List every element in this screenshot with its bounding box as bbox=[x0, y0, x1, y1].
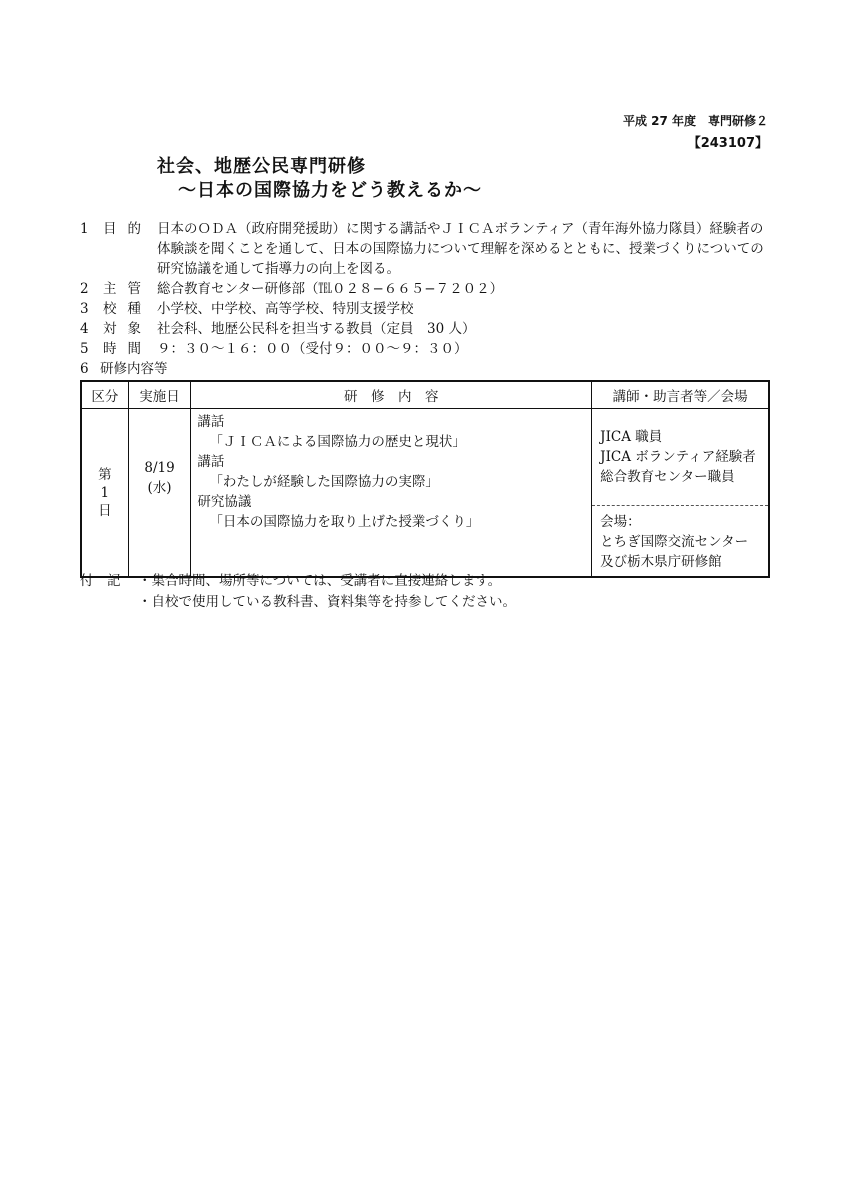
section-number: 3 bbox=[80, 301, 89, 317]
lecturer-item: JICA 職員 bbox=[600, 429, 663, 445]
text-line: 体験談を聞くことを通して、日本の国際協力について理解を深めるとともに、授業づくりについての bbox=[157, 241, 764, 257]
item-type: 研究協議 bbox=[197, 494, 252, 510]
section-text: ９：３０〜１６：００（受付９：００〜９：３０） bbox=[157, 341, 468, 357]
section-label: 目的 bbox=[103, 221, 152, 237]
weekday-value: (水) bbox=[147, 479, 172, 496]
text-line: 日本のＯＤＡ（政府開発援助）に関する講話やＪＩＣＡボランティア（青年海外協力隊員）経験者の bbox=[157, 221, 764, 237]
item-title: 「ＪＩＣＡによる国際協力の歴史と現状」 bbox=[209, 434, 466, 450]
day-char: 日 bbox=[98, 502, 112, 519]
section-label: 時間 bbox=[103, 341, 152, 357]
venue-block bbox=[592, 506, 768, 576]
schedule-table bbox=[80, 380, 770, 578]
section-number: 6 bbox=[80, 361, 89, 377]
table-header-row bbox=[81, 381, 769, 409]
course-code: 【243107】 bbox=[687, 136, 768, 151]
section-text bbox=[157, 219, 787, 279]
lecturer-item: JICA ボランティア経験者 bbox=[600, 449, 756, 465]
note-item: ・自校で使用している教科書、資料集等を持参してください。 bbox=[138, 594, 516, 610]
venue-label: 会場： bbox=[600, 514, 641, 530]
day-char: 第 bbox=[98, 466, 112, 483]
header-kubun: 区分 bbox=[81, 381, 128, 409]
date-cell bbox=[128, 409, 191, 578]
section-number: 5 bbox=[80, 341, 89, 357]
header-lecturer: 講師・助言者等／会場 bbox=[592, 381, 769, 409]
section-number: 4 bbox=[80, 321, 89, 337]
item-type: 講話 bbox=[197, 414, 225, 430]
note-item: ・集合時間、場所等については、受講者に直接連絡します。 bbox=[138, 573, 502, 589]
header-year: 平成 27 年度 専門研修２ bbox=[622, 114, 768, 128]
section-label: 研修内容等 bbox=[100, 361, 168, 377]
lecturer-cell bbox=[592, 409, 769, 578]
text-line: 研究協議を通して指導力の向上を図る。 bbox=[157, 261, 400, 277]
header-content: 研 修 内 容 bbox=[191, 381, 592, 409]
page-subtitle: 〜日本の国際協力をどう教えるか〜 bbox=[178, 180, 482, 201]
section-number: 2 bbox=[80, 281, 89, 297]
item-type: 講話 bbox=[197, 454, 225, 470]
venue-line: とちぎ国際交流センター bbox=[600, 534, 749, 550]
item-title: 「わたしが経験した国際協力の実際」 bbox=[209, 474, 439, 490]
notes-label: 付 記 bbox=[80, 573, 121, 589]
date-value: 8/19 bbox=[144, 459, 175, 476]
section-text: 小学校、中学校、高等学校、特別支援学校 bbox=[157, 301, 414, 317]
section-text: 社会科、地歴公民科を担当する教員（定員 30 人） bbox=[157, 321, 476, 337]
section-text: 総合教育センター研修部（℡０２８−６６５−７２０２） bbox=[157, 281, 504, 297]
section-label: 主管 bbox=[103, 281, 152, 297]
header-date: 実施日 bbox=[128, 381, 191, 409]
lecturer-list bbox=[592, 409, 768, 506]
day-cell bbox=[81, 409, 128, 578]
section-label: 対象 bbox=[103, 321, 152, 337]
item-title: 「日本の国際協力を取り上げた授業づくり」 bbox=[209, 514, 480, 530]
section-label: 校種 bbox=[103, 301, 152, 317]
table-row bbox=[81, 409, 769, 578]
content-cell bbox=[191, 409, 592, 578]
venue-line: 及び栃木県庁研修館 bbox=[600, 554, 722, 570]
lecturer-item: 総合教育センター職員 bbox=[600, 469, 735, 485]
page-title: 社会、地歴公民専門研修 bbox=[157, 156, 366, 177]
day-char: 1 bbox=[100, 484, 110, 501]
section-number: 1 bbox=[80, 221, 89, 237]
